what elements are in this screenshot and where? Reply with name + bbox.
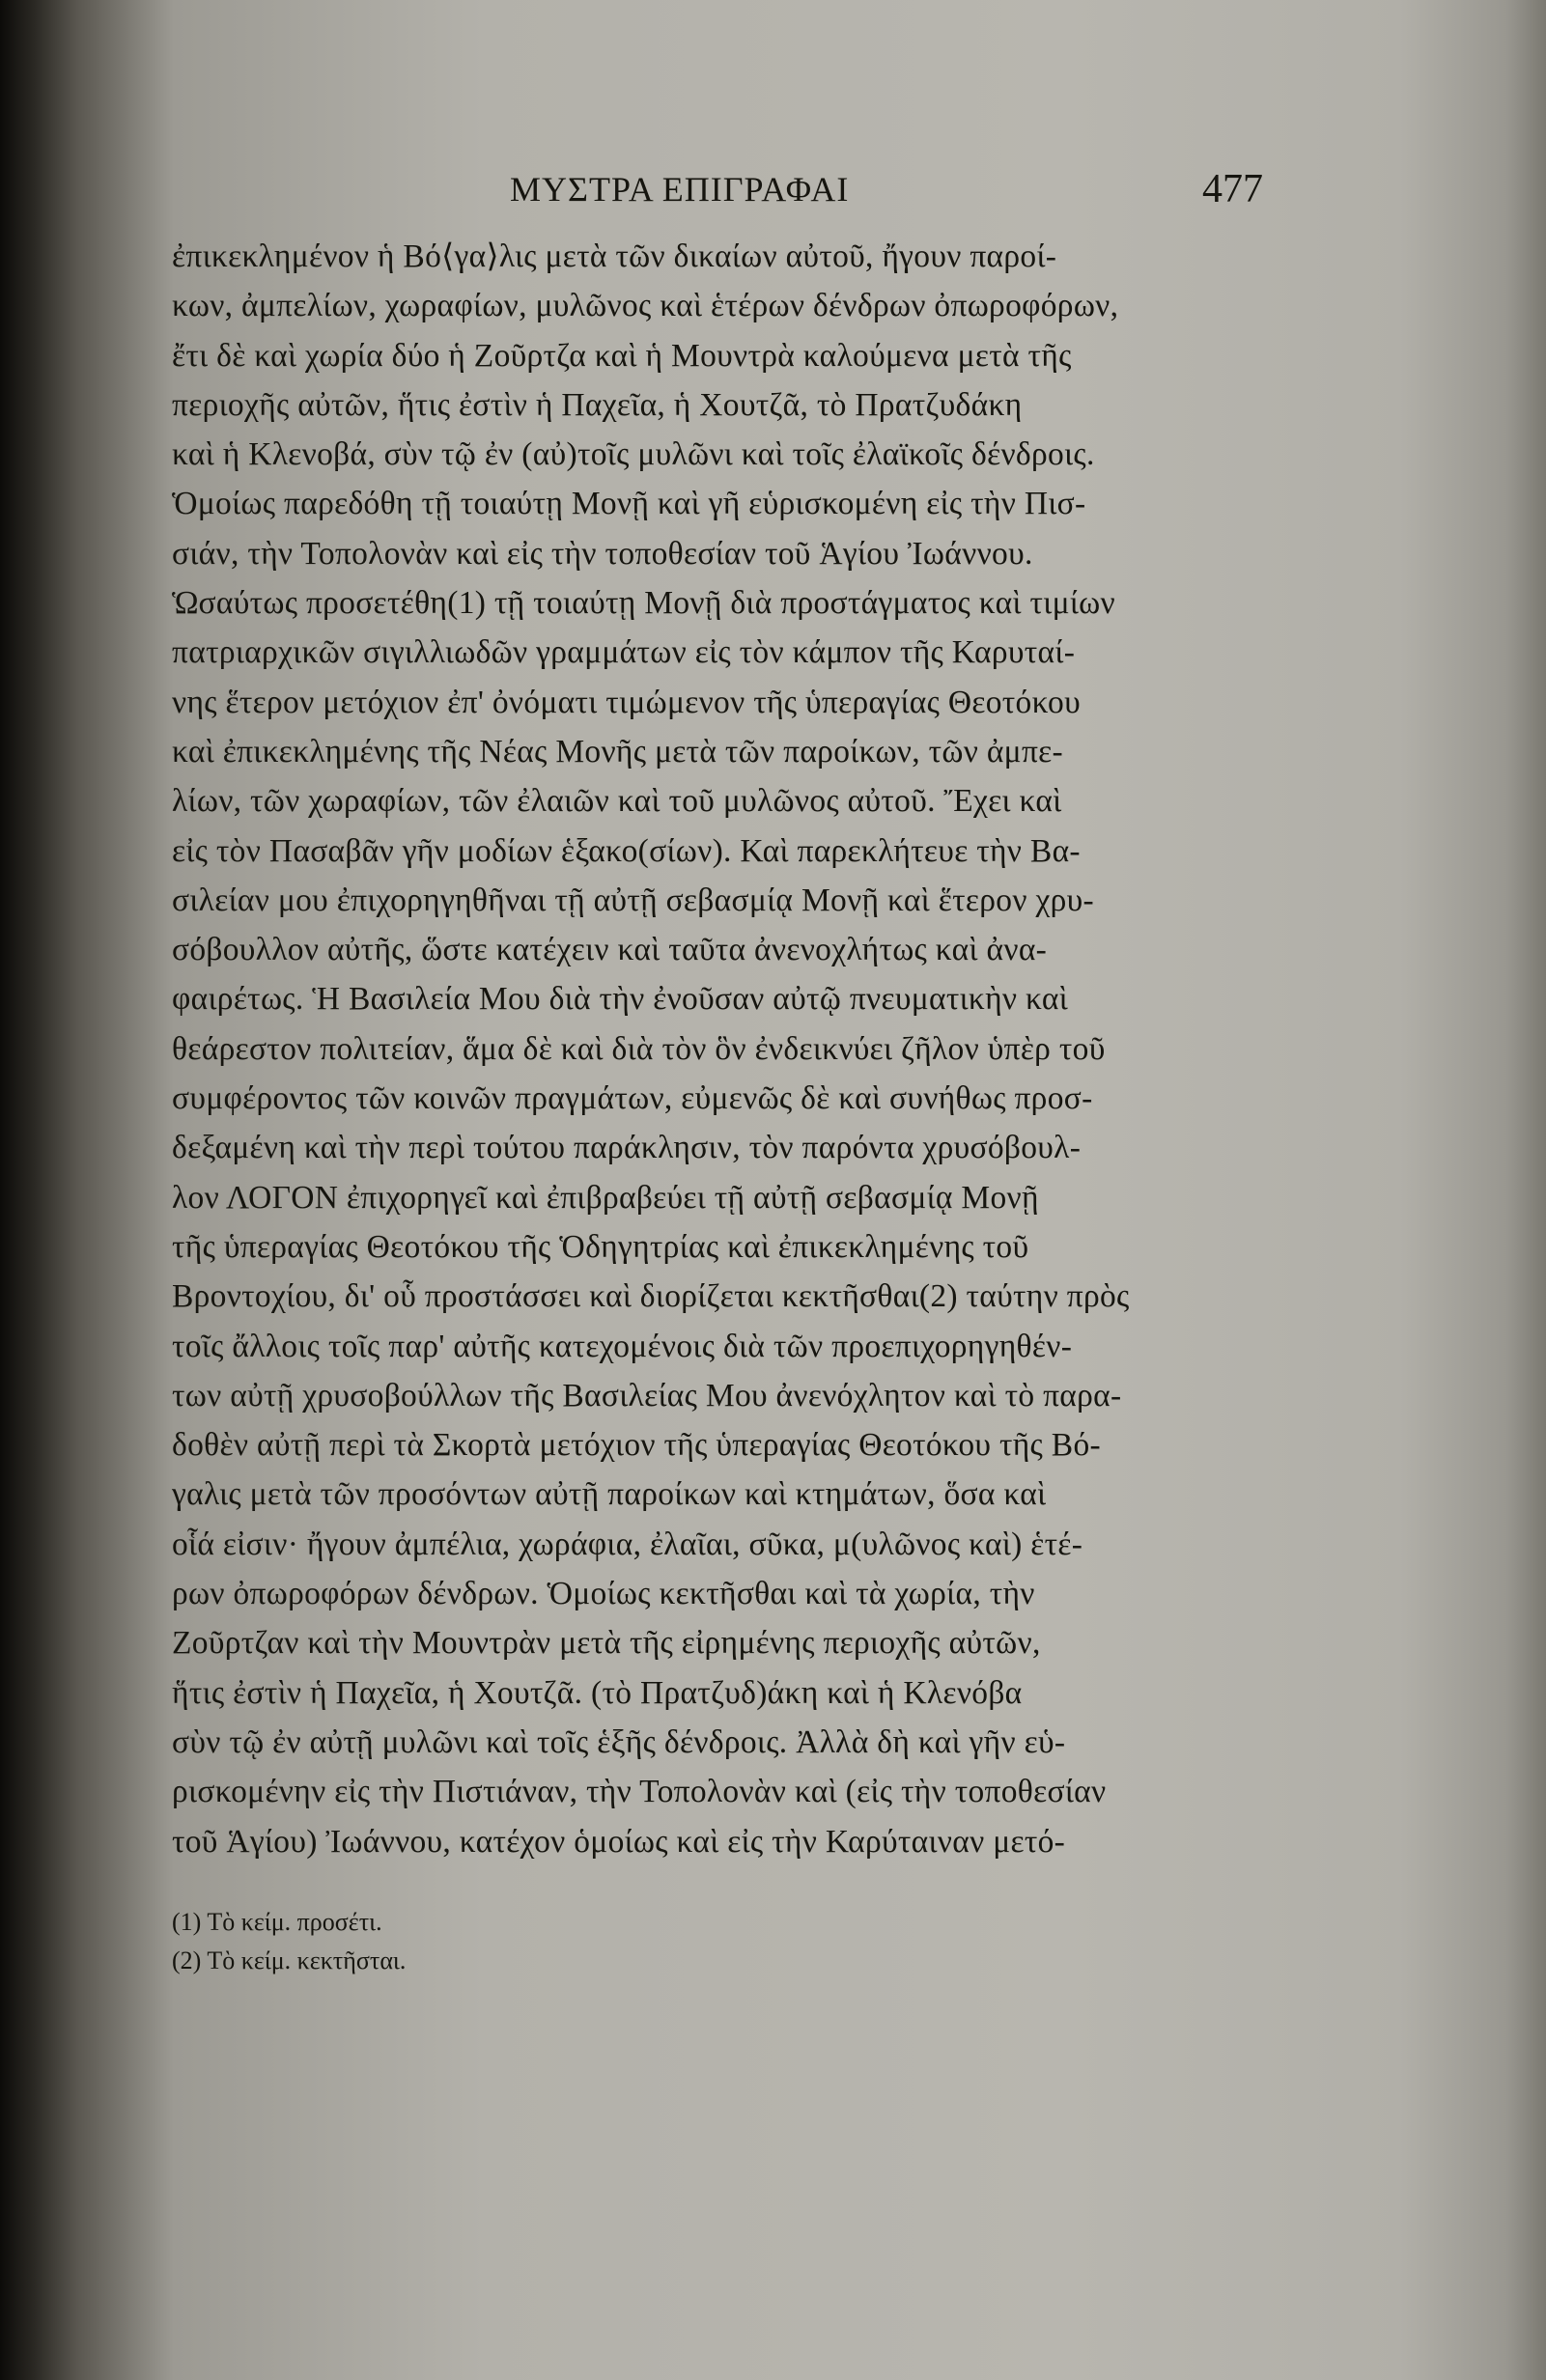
page-number: 477 (1202, 167, 1263, 211)
text-line: θεάρεστον πολιτείαν, ἅμα δὲ καὶ διὰ τὸν ὃν ἐνδεικνύει ζῆλον ὑπὲρ τοῦ (172, 1030, 1106, 1067)
text-line: εἰς τὸν Πασαβᾶν γῆν μοδίων ἑξακο(σίων). Καὶ παρεκλήτευε τὴν Βα- (172, 832, 1081, 869)
text-line: Βροντοχίου, δι' οὗ προστάσσει καὶ διορίζεται κεκτῆσθαι(2) ταύτην πρὸς (172, 1278, 1130, 1315)
text-line: ἔτι δὲ καὶ χωρία δύο ἡ Ζοῦρτζα καὶ ἡ Μουντρὰ καλούμενα μετὰ τῆς (172, 337, 1072, 374)
text-line: σόβουλλον αὐτῆς, ὥστε κατέχειν καὶ ταῦτα ἀνενοχλήτως καὶ ἀνα- (172, 932, 1048, 968)
text-line: ρων ὀπωροφόρων δένδρων. Ὁμοίως κεκτῆσθαι καὶ τὰ χωρία, τὴν (172, 1576, 1035, 1612)
text-line: λον ΛΟΓΟΝ ἐπιχορηγεῖ καὶ ἐπιβραβεύει τῇ αὐτῇ σεβασμίᾳ Μονῇ (172, 1179, 1039, 1216)
text-line: Ὡσαύτως προσετέθη(1) τῇ τοιαύτῃ Μονῇ διὰ προστάγματος καὶ τιμίων (172, 585, 1115, 622)
running-title: ΜΥΣΤΡΑ ΕΠΙΓΡΑΦΑΙ (510, 170, 850, 209)
text-line: νης ἕτερον μετόχιον ἐπ' ὀνόματι τιμώμενον τῆς ὑπεραγίας Θεοτόκου (172, 684, 1081, 720)
text-line: τοῖς ἄλλοις τοῖς παρ' αὐτῆς κατεχομένοις διὰ τῶν προεπιχορηγηθέν- (172, 1328, 1073, 1364)
text-line: τῆς ὑπεραγίας Θεοτόκου τῆς Ὁδηγητρίας καὶ ἐπικεκλημένης τοῦ (172, 1228, 1029, 1265)
text-line: γαλις μετὰ τῶν προσόντων αὐτῇ παροίκων καὶ κτημάτων, ὅσα καὶ (172, 1476, 1047, 1513)
text-line: λίων, τῶν χωραφίων, τῶν ἐλαιῶν καὶ τοῦ μυλῶνος αὐτοῦ. Ἔχει καὶ (172, 783, 1062, 820)
body-text (172, 232, 1263, 1866)
text-line: σιλείαν μου ἐπιχορηγηθῆναι τῇ αὐτῇ σεβασμίᾳ Μονῇ καὶ ἕτερον χρυ- (172, 882, 1094, 918)
text-line: κων, ἀμπελίων, χωραφίων, μυλῶνος καὶ ἑτέρων δένδρων ὀπωροφόρων, (172, 288, 1119, 324)
text-line: σὺν τῷ ἐν αὐτῇ μυλῶνι καὶ τοῖς ἑξῆς δένδροις. Ἀλλὰ δὴ καὶ γῆν εὑ- (172, 1723, 1066, 1760)
text-line: δοθὲν αὐτῇ περὶ τὰ Σκορτὰ μετόχιον τῆς ὑπεραγίας Θεοτόκου τῆς Βό- (172, 1427, 1101, 1464)
text-line: πατριαρχικῶν σιγιλλιωδῶν γραμμάτων εἰς τὸν κάμπον τῆς Καρυταί- (172, 634, 1076, 671)
text-line: περιοχῆς αὐτῶν, ἥτις ἐστὶν ἡ Παχεῖα, ἡ Χουτζᾶ, τὸ Πρατζυδάκη (172, 386, 1023, 423)
text-line: ρισκομένην εἰς τὴν Πιστιάναν, τὴν Τοπολονὰν καὶ (εἰς τὴν τοποθεσίαν (172, 1774, 1107, 1810)
text-line: συμφέροντος τῶν κοινῶν πραγμάτων, εὐμενῶς δὲ καὶ συνήθως προσ- (172, 1080, 1093, 1117)
text-line: δεξαμένη καὶ τὴν περὶ τούτου παράκλησιν, τὸν παρόντα χρυσόβουλ- (172, 1130, 1082, 1166)
footnote: (1) Τὸ κείμ. προσέτι. (172, 1907, 382, 1936)
book-page (172, 145, 1263, 2269)
text-line: ἐπικεκλημένον ἡ Βό⟨γα⟩λις μετὰ τῶν δικαίων αὐτοῦ, ἤγουν παροί- (172, 238, 1057, 274)
text-line: Ὁμοίως παρεδόθη τῇ τοιαύτῃ Μονῇ καὶ γῆ εὑρισκομένη εἰς τὴν Πισ- (172, 486, 1086, 522)
text-line: σιάν, τὴν Τοπολονὰν καὶ εἰς τὴν τοποθεσίαν τοῦ Ἁγίου Ἰωάννου. (172, 535, 1033, 572)
footnote: (2) Τὸ κείμ. κεκτῆσται. (172, 1946, 407, 1974)
text-line: οἷά εἰσιν· ἤγουν ἀμπέλια, χωράφια, ἐλαῖαι, σῦκα, μ(υλῶνος καὶ) ἑτέ- (172, 1526, 1083, 1562)
page-header (172, 145, 1263, 232)
footnotes (172, 1903, 1263, 1980)
text-line: Ζοῦρτζαν καὶ τὴν Μουντρὰν μετὰ τῆς εἰρημένης περιοχῆς αὐτῶν, (172, 1625, 1041, 1662)
text-line: καὶ ἡ Κλενοβά, σὺν τῷ ἐν (αὐ)τοῖς μυλῶνι καὶ τοῖς ἐλαϊκοῖς δένδροις. (172, 436, 1095, 473)
text-line: φαιρέτως. Ἡ Βασιλεία Μου διὰ τὴν ἐνοῦσαν αὐτῷ πνευματικὴν καὶ (172, 981, 1069, 1018)
text-line: καὶ ἐπικεκλημένης τῆς Νέας Μονῆς μετὰ τῶν παροίκων, τῶν ἀμπε- (172, 733, 1063, 770)
text-line: τοῦ Ἁγίου) Ἰωάννου, κατέχον ὁμοίως καὶ εἰς τὴν Καρύταιναν μετό- (172, 1823, 1066, 1860)
text-line: ἥτις ἐστὶν ἡ Παχεῖα, ἡ Χουτζᾶ. (τὸ Πρατζυδ)άκη καὶ ἡ Κλενόβα (172, 1674, 1023, 1711)
text-line: των αὐτῇ χρυσοβούλλων τῆς Βασιλείας Μου ἀνενόχλητον καὶ τὸ παρα- (172, 1377, 1122, 1414)
